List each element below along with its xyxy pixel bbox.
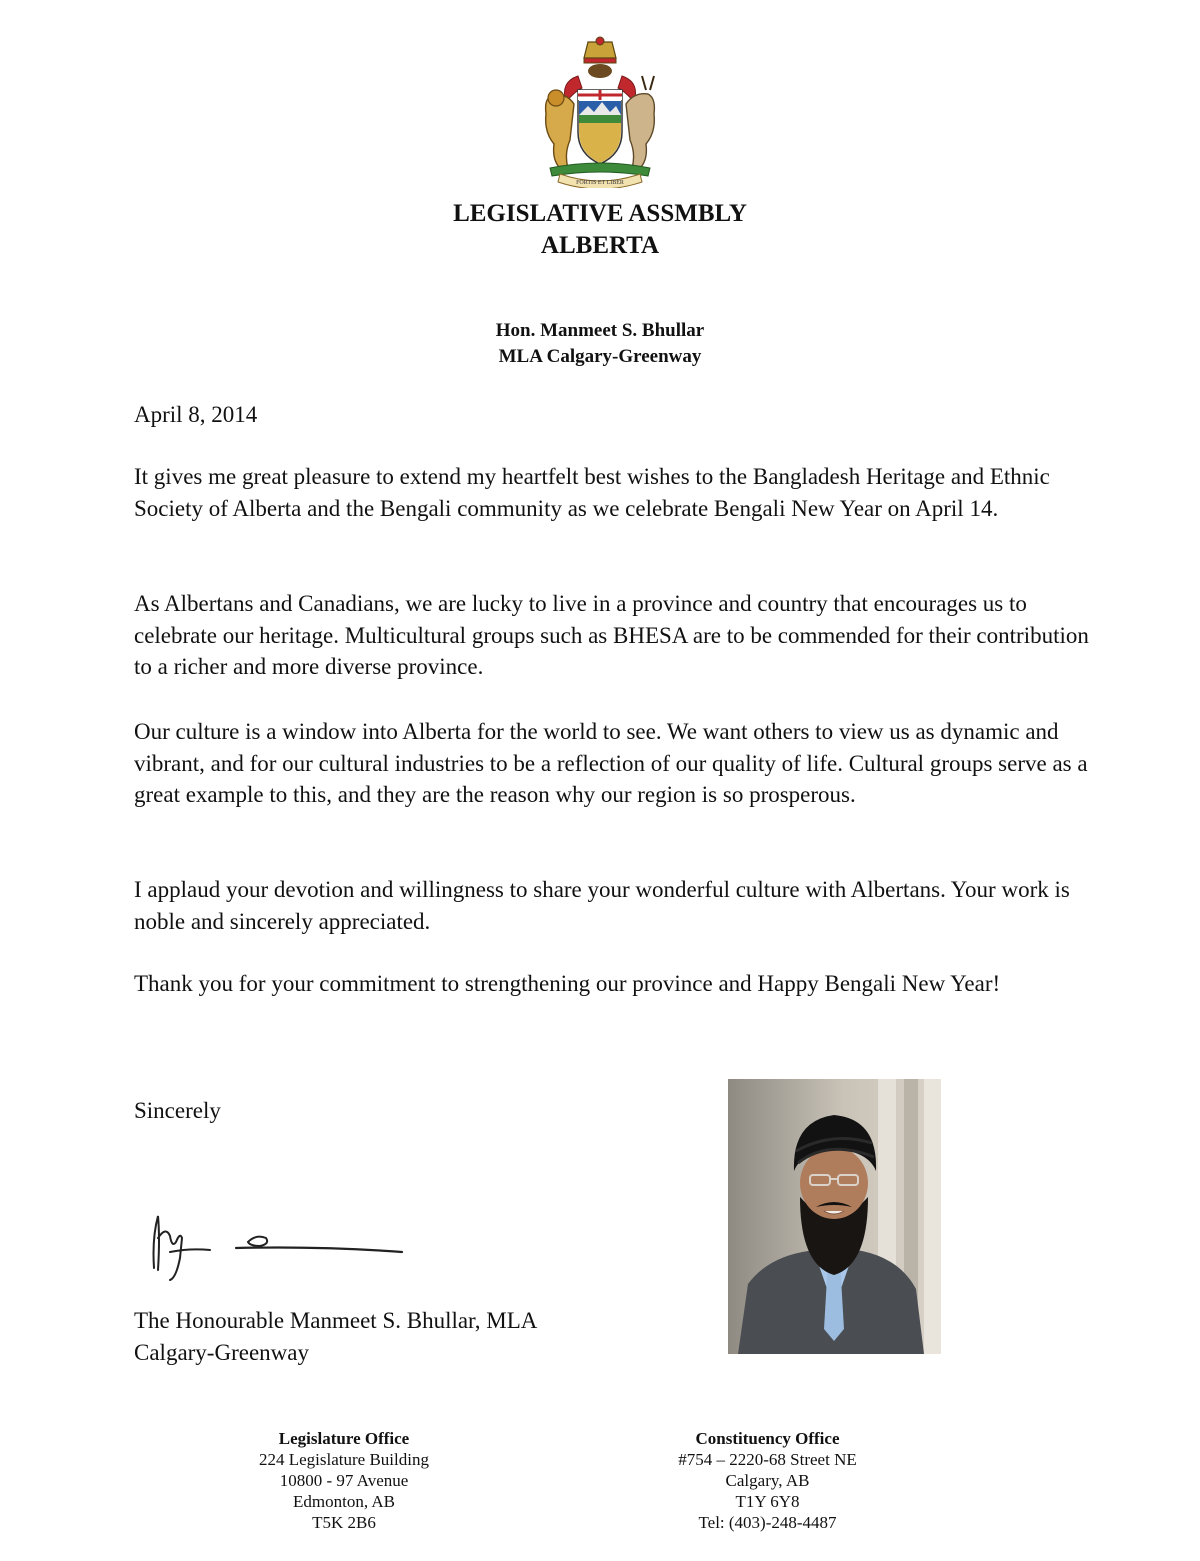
member-title: Hon. Manmeet S. Bhullar bbox=[495, 320, 705, 341]
closing: Sincerely bbox=[134, 1098, 221, 1123]
constituency-office-title: Constituency Office bbox=[695, 1429, 840, 1448]
constituency-office-line: T1Y 6Y8 bbox=[735, 1492, 800, 1511]
signatory-name: The Honourable Manmeet S. Bhullar, MLA bbox=[134, 1308, 538, 1333]
organization-name: LEGISLATIVE ASSMBLY bbox=[453, 200, 747, 227]
letter-paragraph: As Albertans and Canadians, we are lucky to live in a province and country that encourages us to celebrate our heritage. Multicultural groups such as BHESA are to be commended for their contribution to a richer and more diverse province. bbox=[134, 591, 1089, 679]
letter-paragraph: It gives me great pleasure to extend my heartfelt best wishes to the Bangladesh Heritage and Ethnic Society of Alberta and the Bengali community as we celebrate Bengali New Year on April 14. bbox=[134, 464, 1050, 521]
letter-paragraph: I applaud your devotion and willingness to share your wonderful culture with Albertans. Your work is noble and sincerely appreciated. bbox=[134, 877, 1070, 934]
constituency-office-line: #754 – 2220-68 Street NE bbox=[678, 1450, 857, 1469]
province-name: ALBERTA bbox=[540, 232, 660, 259]
legislature-office-line: Edmonton, AB bbox=[292, 1492, 395, 1511]
constituency-office-phone: Tel: (403)-248-4487 bbox=[698, 1513, 837, 1532]
constituency-office-line: Calgary, AB bbox=[725, 1471, 810, 1490]
letter-paragraph: Our culture is a window into Alberta for the world to see. We want others to view us as dynamic and vibrant, and for our cultural industries to be a reflection of our quality of life. Cultural groups serve as a great example to this, and they are the reason why our region is so prosperous. bbox=[134, 719, 1088, 807]
portrait-photo bbox=[728, 1079, 941, 1354]
member-riding: MLA Calgary-Greenway bbox=[498, 346, 702, 367]
legislature-office-line: 10800 - 97 Avenue bbox=[279, 1471, 409, 1490]
signature bbox=[140, 1208, 410, 1288]
legislature-office-line: 224 Legislature Building bbox=[259, 1450, 429, 1469]
constituency-office bbox=[630, 1428, 905, 1533]
legislature-office-title: Legislature Office bbox=[278, 1429, 410, 1448]
letter-date: April 8, 2014 bbox=[134, 402, 258, 427]
alberta-coat-of-arms-icon bbox=[530, 36, 670, 188]
letter-paragraph: Thank you for your commitment to strengthening our province and Happy Bengali New Year! bbox=[134, 971, 1001, 996]
signatory-riding: Calgary-Greenway bbox=[134, 1340, 309, 1365]
legislature-office bbox=[214, 1428, 474, 1533]
legislature-office-line: T5K 2B6 bbox=[312, 1513, 376, 1532]
crest-motto: FORTIS ET LIBER bbox=[576, 180, 624, 186]
